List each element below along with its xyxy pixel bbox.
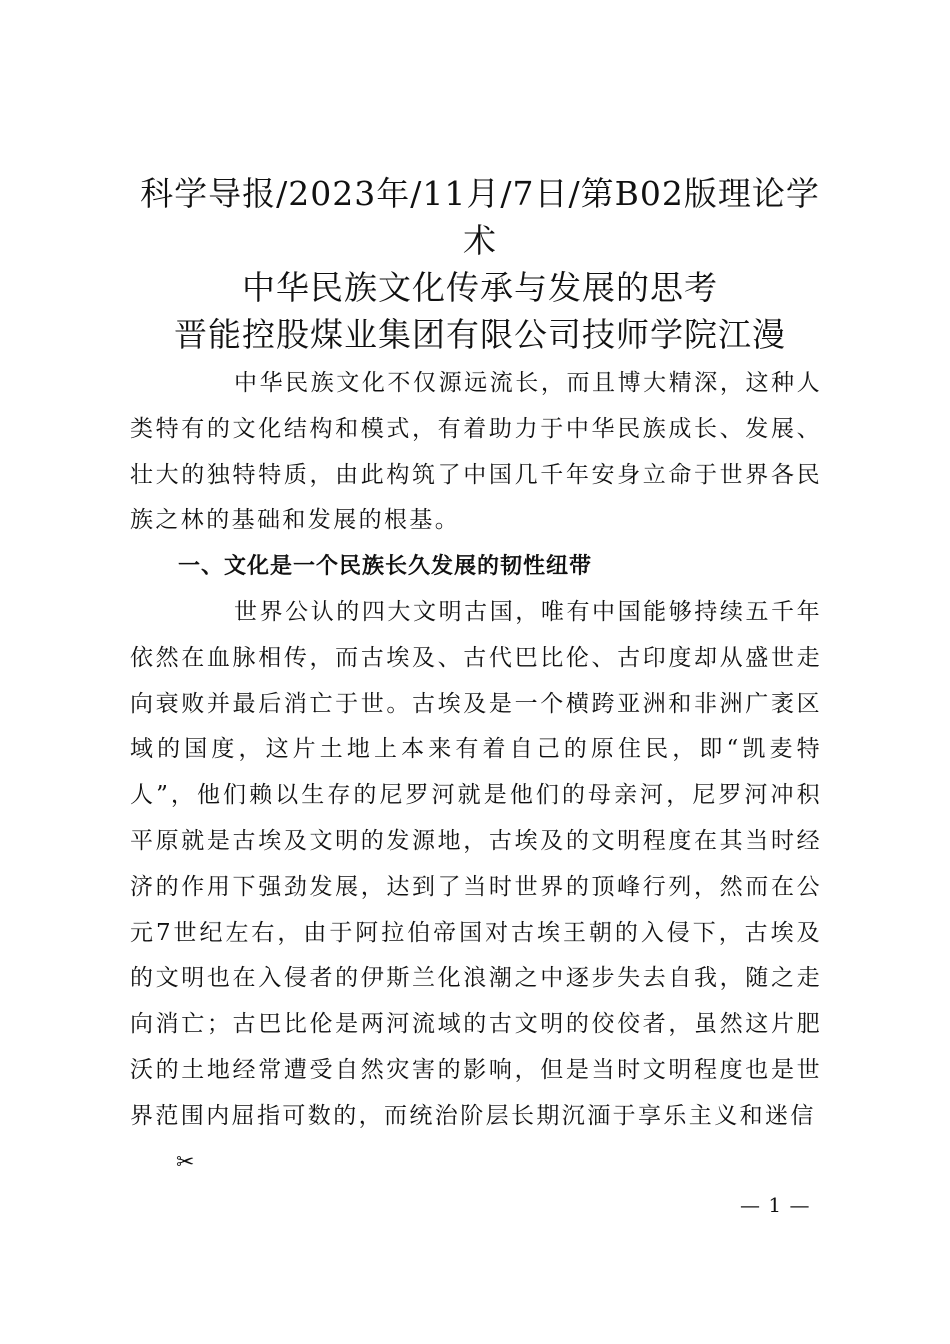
section-1-heading: 一、文化是一个民族长久发展的韧性纽带 xyxy=(178,554,593,580)
article-body xyxy=(130,361,822,1140)
scissors-icon: ✂ xyxy=(176,1150,195,1175)
title-block xyxy=(130,170,830,358)
author-line: 晋能控股煤业集团有限公司技师学院江漫 xyxy=(174,315,786,354)
article-title: 中华民族文化传承与发展的思考 xyxy=(242,268,718,307)
intro-paragraph: 中华民族文化不仅源远流长，而且博大精深，这种人类特有的文化结构和模式，有着助力于中华民族成长、发展、壮大的独特特质，由此构筑了中国几千年安身立命于世界各民族之林的基础和发展的根基。 xyxy=(130,370,822,534)
source-line-part1: 科学导报/2023年/11月/7日/第B02版理论学 xyxy=(140,174,820,213)
page-number: — 1 — xyxy=(740,1193,811,1217)
section-1-paragraph: 世界公认的四大文明古国，唯有中国能够持续五千年依然在血脉相传，而古埃及、古代巴比伦、古印度却从盛世走向衰败并最后消亡于世。古埃及是一个横跨亚洲和非洲广袤区域的国度，这片土地上本来有着自己的原住民，即“凯麦特人”，他们赖以生存的尼罗河就是他们的母亲河，尼罗河冲积平原就是古埃及文明的发源地，古埃及的文明程度在其当时经济的作用下强劲发展，达到了当时世界的顶峰行列，然而在公元7世纪左右，由于阿拉伯帝国对古埃王朝的入侵下，古埃及的文明也在入侵者的伊斯兰化浪潮之中逐步失去自我，随之走向消亡；古巴比伦是两河流域的古文明的佼佼者，虽然这片肥沃的土地经常遭受自然灾害的影响，但是当时文明程度也是世界范围内屈指可数的，而统治阶层长期沉湎于享乐主义和迷信 xyxy=(130,598,822,1129)
source-line-part2: 术 xyxy=(463,221,497,260)
